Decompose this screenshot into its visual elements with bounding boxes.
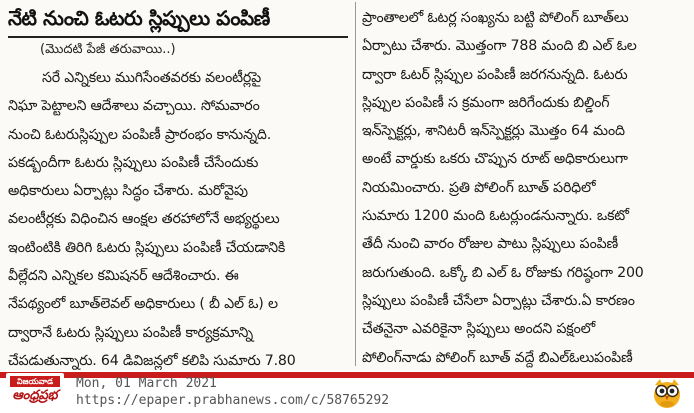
article-column-right [362,4,687,370]
edition-date: Mon, 01 March 2021 [76,376,217,391]
text-line: ప్రాంతాలలో ఓటర్ల సంఖ్యను బట్టి పోలింగ్ బూత్‌లు [362,10,629,26]
text-line: సుమారు 1200 మంది ఓటర్లుండనున్నారు. ఒకటో [362,208,629,225]
article-column-left [8,64,353,370]
text-line: చేపడుతున్నారు. 64 డివిజన్లలో కలిపి సుమారు 7.80 [8,352,296,369]
text-line: అధికారులు ఏర్పాట్లు సిద్ధం చేశారు. మరోవైపు [8,183,248,200]
text-line: వీల్లేదని ఎన్నికల కమిషనర్ ఆదేశించారు. ఈ [8,268,239,285]
text-line: నిఘా పెట్టాలని ఆదేశాలు వచ్చాయి. సోమవారం [8,98,260,115]
clip-url-link[interactable]: https://epaper.prabhanews.com/c/58765292 [76,393,390,408]
text-line: అంటే వార్డుకు ఒకరు చొప్పున రూట్ అధికారులుగా [362,151,628,168]
text-line: జరుగుతుంది. ఒక్కో బి ఎల్ ఓ రోజుకు గరిష్ఠంగా 200 [362,264,644,281]
text-line: ద్వారా ఓటర్ స్లిప్పుల పంపిణీ జరగనున్నది. ఓటరు [362,66,628,83]
text-line: నుంచి ఓటరుస్లిప్పుల పంపిణీ ప్రారంభం కానున్నది. [8,126,272,143]
logo-edition-label: విజయవాడ [10,376,60,387]
text-line: నియమించారు. ప్రతి పోలింగ్ బూత్ పరిధిలో [362,179,596,196]
headline-rule [8,36,348,38]
text-line: సరే ఎన్నికలు ముగిసేంతవరకు వలంటీర్లపై [42,70,261,86]
text-line: ద్వారానే ఓటరు స్లిప్పులు పంపిణీ కార్యక్రమాన్ని [8,324,253,341]
text-line: స్లిప్పుల పంపిణీ స క్రమంగా జరిగేందుకు బిల్డింగ్ [362,94,610,111]
text-line: పోలింగ్‌నాడు పోలింగ్ బూత్ వద్దే బిఎల్‌ఓలుపంపిణీ [362,349,633,366]
article-subhead: (మొదటి పేజీ తరువాయి..) [40,42,176,57]
text-line: తేదీ నుంచి వారం రోజుల పాటు స్లిప్పులు పంపిణీ [362,236,619,253]
newspaper-logo[interactable] [6,373,64,411]
text-line: స్లిప్పులు పంపిణీ చేసేలా ఏర్పాట్లు చేశారు.ఏ కారణం [362,292,635,309]
owl-icon [650,376,684,410]
column-divider [355,2,356,366]
text-line: చేతనైనా ఎవరికైనా స్లిప్పులు అందని పక్షంలో [362,321,596,338]
text-line: ఇన్‌స్పెక్టర్లు, శానిటరీ ఇన్‌స్పెక్టర్లు మొత్తం 64 మంది [362,123,625,140]
article-headline: నేటి నుంచి ఓటరు స్లిప్పులు పంపిణీ [8,6,270,30]
text-line: పకడ్బందీగా ఓటరు స్లిప్పులు పంపిణీ చేసేందుకు [8,154,259,171]
logo-masthead: ఆంధ్రప్రభ [12,388,58,403]
text-line: ఇంటింటికి తిరిగి ఓటరు స్లిప్పులు పంపిణీ చేయడానికి [8,239,286,256]
text-line: ఏర్పాటు చేశారు. మొత్తంగా 788 మంది బి ఎల్ ఓల [362,38,637,55]
text-line: నేపథ్యంలో బూత్‌లెవల్ అధికారులు ( బీ ఎల్ ఓ) ల [8,296,278,313]
text-line: వలంటీర్లకు విధించిన ఆంక్షల తరహాలోనే అభ్యర్థులు [8,211,280,228]
